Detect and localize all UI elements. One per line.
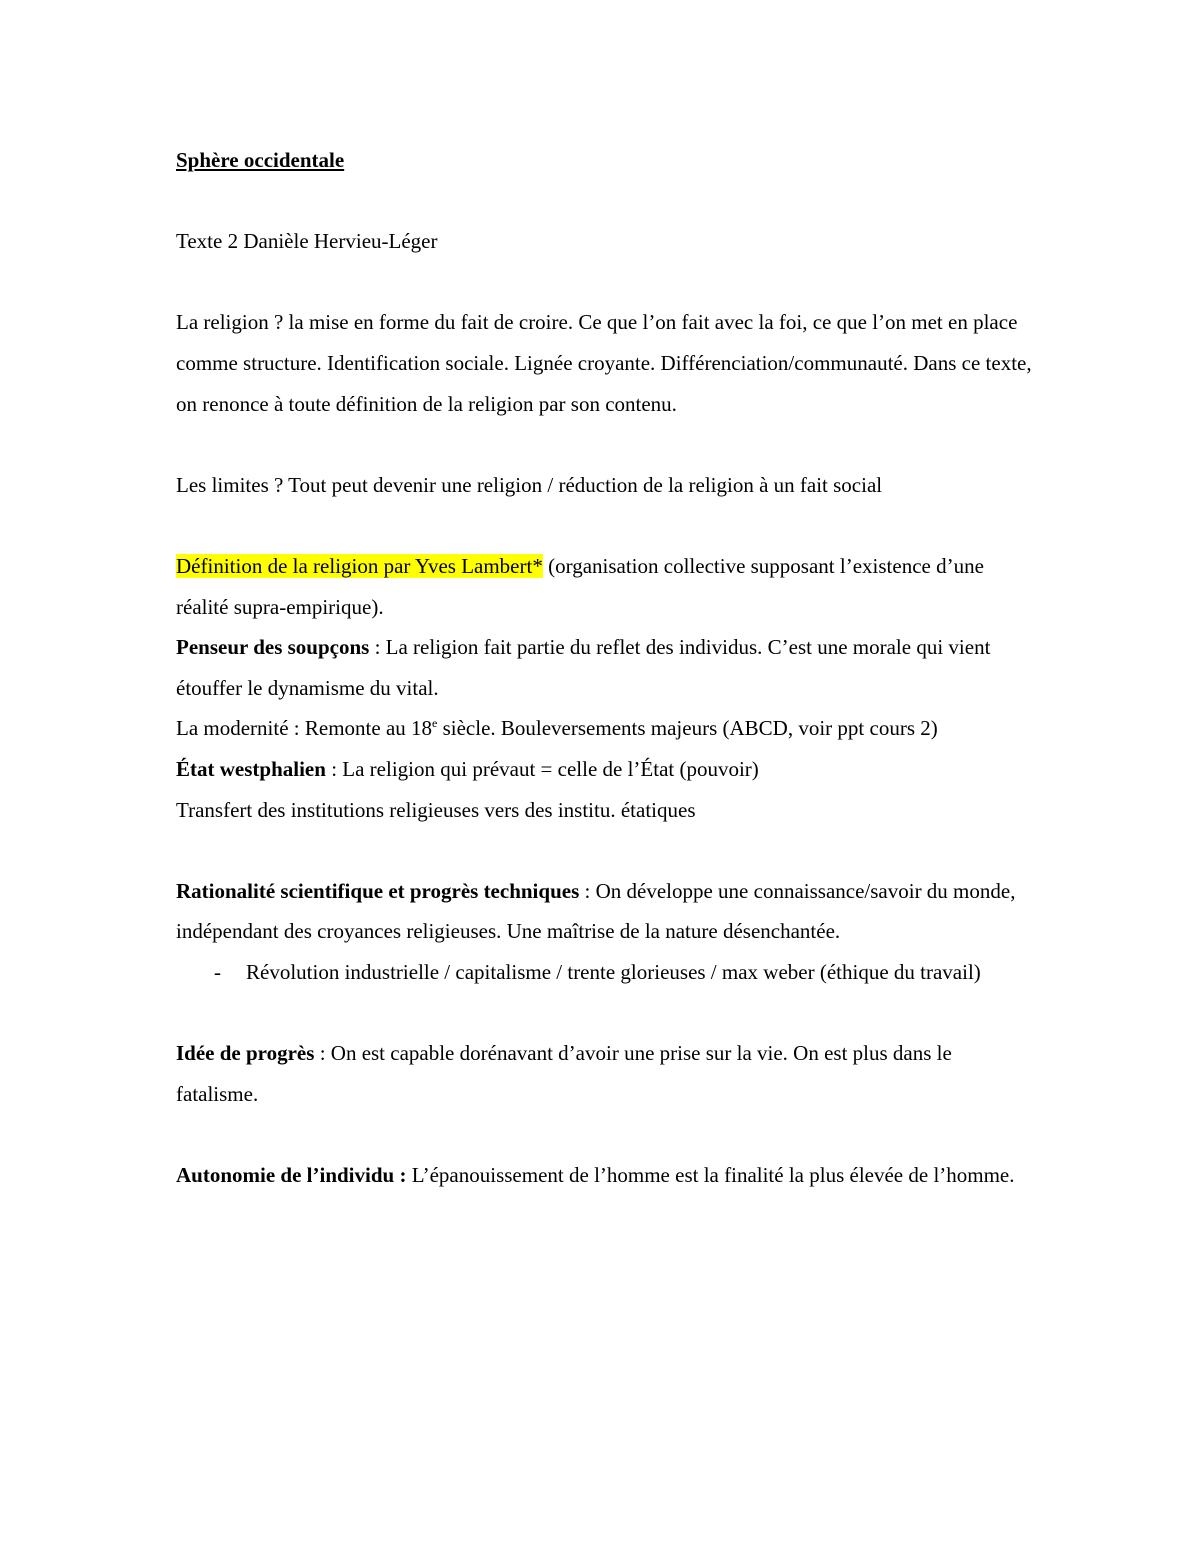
paragraph-lambert [176, 546, 1036, 627]
spacer [176, 992, 1036, 1033]
rationalite-label: Rationalité scientifique et progrès techniques [176, 878, 580, 903]
modernite-after: siècle. Bouleversements majeurs (ABCD, voir ppt cours 2) [437, 716, 938, 741]
rationalite-text: : On développe une connaissance/savoir du monde, indépendant des croyances religieuses. Une maîtrise de la nature désenchantée. [176, 878, 1016, 944]
progres-label: Idée de progrès [176, 1041, 315, 1066]
modernite-before: La modernité : Remonte au 18 [176, 716, 433, 741]
list-item [176, 952, 1036, 993]
lambert-text: (organisation collective supposant l’existence d’une réalité supra-empirique). [176, 553, 984, 619]
paragraph-autonomie [176, 1155, 1036, 1196]
spacer [176, 181, 1036, 222]
paragraph-limites: Les limites ? Tout peut devenir une religion / réduction de la religion à un fait social [176, 472, 883, 497]
spacer [176, 505, 1036, 546]
spacer [176, 262, 1036, 303]
paragraph-progres [176, 1033, 1036, 1114]
spacer [176, 830, 1036, 871]
bullet-text: Révolution industrielle / capitalisme / trente glorieuses / max weber (éthique du travail) [246, 959, 981, 984]
paragraph-religion: La religion ? la mise en forme du fait de croire. Ce que l’on fait avec la foi, ce que l’on met en place comme structure. Identification sociale. Lignée croyante. Différenciation/communauté. Dans ce texte, on renonce à toute définition de la religion par son contenu. [176, 310, 1032, 416]
paragraph-modernite [176, 708, 1036, 749]
document-title: Sphère occidentale [176, 148, 345, 172]
highlighted-definition: Définition de la religion par Yves Lambert* [176, 553, 543, 578]
autonomie-text: L’épanouissement de l’homme est la finalité la plus élevée de l’homme. [411, 1162, 1015, 1187]
spacer [176, 424, 1036, 465]
etat-text: : La religion qui prévaut = celle de l’État (pouvoir) [325, 756, 759, 781]
penseur-label: Penseur des soupçons [176, 635, 370, 660]
penseur-text: : La religion fait partie du reflet des individus. C’est une morale qui vient étouffer le dynamisme du vital. [176, 635, 991, 700]
paragraph-transfert: Transfert des institutions religieuses vers des institu. étatiques [176, 797, 696, 822]
bullet-marker: - [214, 959, 221, 984]
spacer [176, 1114, 1036, 1155]
document-page [176, 140, 1036, 1195]
paragraph-etat [176, 749, 1036, 790]
document-subtitle: Texte 2 Danièle Hervieu-Léger [176, 229, 438, 254]
autonomie-label: Autonomie de l’individu : [176, 1162, 412, 1187]
progres-text: : On est capable dorénavant d’avoir une prise sur la vie. On est plus dans le fatalisme. [176, 1041, 952, 1106]
paragraph-penseur [176, 627, 1036, 708]
modernite-sup: e [432, 716, 438, 731]
paragraph-rationalite [176, 871, 1036, 952]
etat-label: État westphalien [176, 756, 326, 781]
